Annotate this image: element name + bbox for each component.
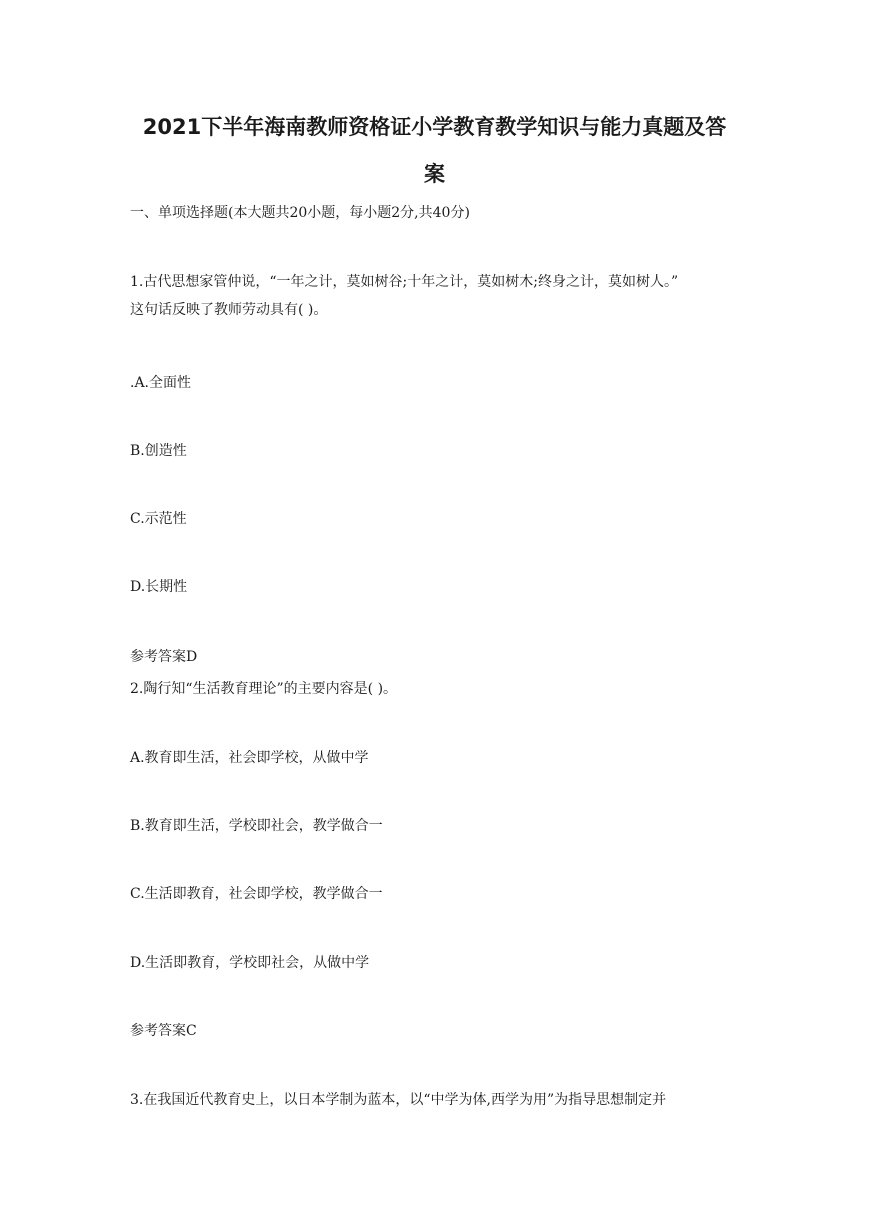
option-c: C.示范性 [130, 511, 187, 527]
option-b: B.创造性 [130, 443, 187, 459]
option-a: .A.全面性 [130, 375, 192, 391]
option-b: B.教育即生活，学校即社会，教学做合一 [130, 818, 383, 834]
question-stem-line: 这句话反映了教师劳动具有( )。 [130, 302, 328, 318]
question-stem-line: 3.在我国近代教育史上，以日本学制为蓝本，以“中学为体,西学为用”为指导思想制定并 [130, 1092, 667, 1108]
option-d: D.生活即教育，学校即社会，从做中学 [130, 955, 370, 971]
answer-line: 参考答案D [130, 649, 198, 665]
document-title-line-2: 案 [424, 162, 445, 186]
question-stem-line: 2.陶行知“生活教育理论”的主要内容是( )。 [130, 681, 398, 697]
option-d: D.长期性 [130, 579, 188, 595]
answer-line: 参考答案C [130, 1023, 197, 1039]
option-a: A.教育即生活，社会即学校，从做中学 [130, 750, 369, 766]
document-title-line-1: 2021下半年海南教师资格证小学教育教学知识与能力真题及答 [142, 115, 727, 139]
question-stem-line: 1.古代思想家管仲说，“一年之计，莫如树谷;十年之计，莫如树木;终身之计，莫如树人。” [130, 274, 679, 290]
option-c: C.生活即教育，社会即学校，教学做合一 [130, 886, 383, 902]
section-heading: 一、单项选择题(本大题共20小题，每小题2分,共40分) [130, 205, 470, 221]
